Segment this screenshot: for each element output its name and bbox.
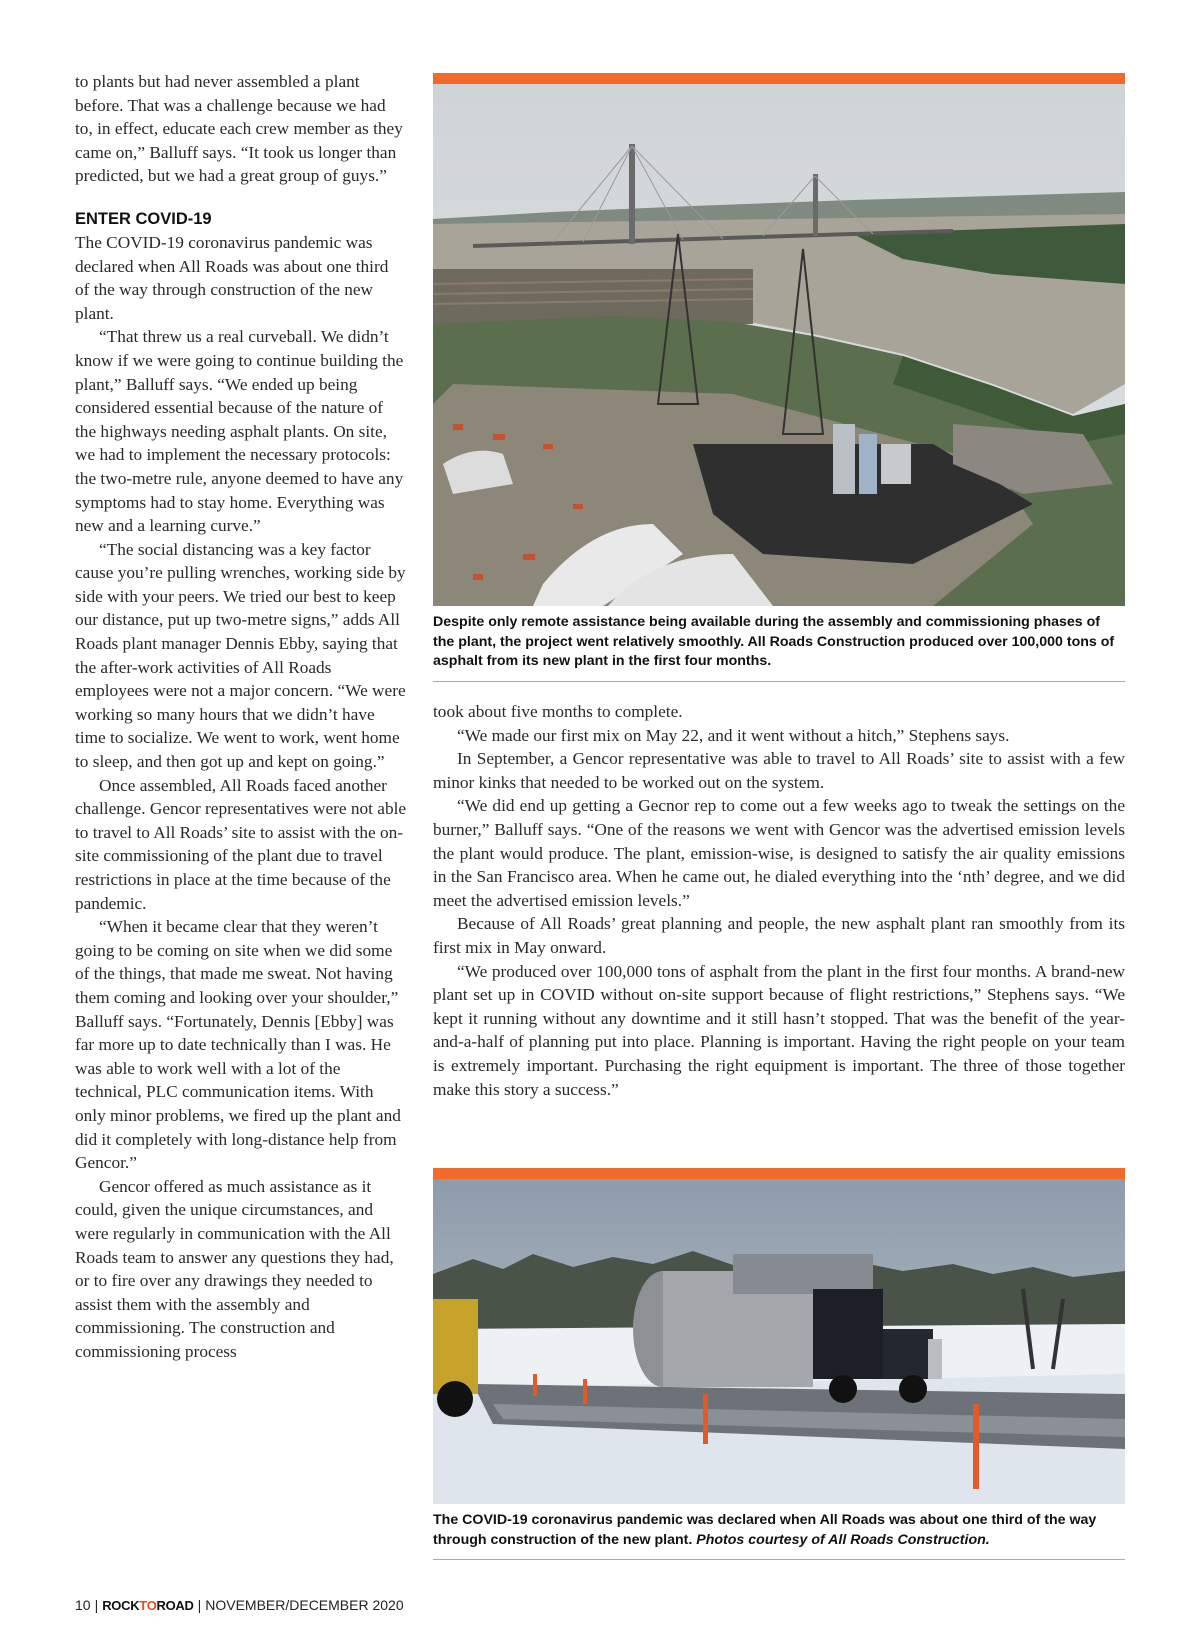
paragraph: took about five months to complete. bbox=[433, 702, 683, 721]
logo-part: ROCK bbox=[102, 1597, 140, 1613]
logo-part: TO bbox=[139, 1597, 157, 1613]
logo-part: ROAD bbox=[156, 1597, 194, 1613]
left-column bbox=[75, 70, 407, 1363]
paragraph: to plants but had never assembled a plant before. That was a challenge because we had to, in effect, educate each crew member as they came on,” Balluff says. “It took us longer than predicted, but we had a great group of guys.” bbox=[75, 72, 403, 186]
paragraph: “When it became clear that they weren’t going to be coming on site when we did some of the things, that made me sweat. Not having them coming and looking over your shoulder,” Balluff says. “Fortunately, Dennis [Ebby] was far more up to date technically than I was. He was able to work well with a lot of the technical, PLC communication items. With only minor problems, we fired up the plant and did it completely with long-distance help from Gencor.” bbox=[75, 917, 401, 1173]
paragraph: “We made our first mix on May 22, and it went without a hitch,” Stephens says. bbox=[457, 725, 1010, 745]
paragraph: Once assembled, All Roads faced another challenge. Gencor representatives were not able to travel to All Roads’ site to assist with the on-site commissioning of the plant due to travel restrictions in place at the time because of the pandemic. bbox=[75, 775, 407, 913]
paragraph: The COVID-19 coronavirus pandemic was declared when All Roads was about one third of the way through construction of the new plant. bbox=[75, 232, 389, 323]
divider: | bbox=[197, 1597, 202, 1613]
snow-site-photo bbox=[433, 1179, 1125, 1504]
paragraph: “The social distancing was a key factor cause you’re pulling wrenches, working side by side with your peers. We tried our best to keep our distance, put up two-metre signs,” adds All Roads plant manager Dennis Ebby, saying that the after-work activities of All Roads employees were not a major concern. “We were working so many hours that we didn’t have time to socialize. We went to work, went home to sleep, and then got up and kept on going.” bbox=[75, 539, 406, 772]
magazine-logo bbox=[102, 1598, 193, 1613]
page-footer bbox=[75, 1597, 404, 1613]
section-heading: ENTER COVID-19 bbox=[75, 209, 212, 228]
paragraph: “We produced over 100,000 tons of asphalt from the plant in the first four months. A brand-new plant set up in COVID without on-site support because of flight restrictions,” Stephens says. “We kept it running without any downtime and it still hasn’t stopped. That was the benefit of the year-and-a-half of planning put into place. Planning is important. Having the right people on your team is extremely important. Purchasing the right equipment is important. The three of those together make this story a success.” bbox=[433, 961, 1125, 1099]
right-column-text bbox=[433, 700, 1125, 1101]
bottom-photo-block bbox=[433, 1168, 1125, 1560]
issue-date: NOVEMBER/DECEMBER 2020 bbox=[205, 1597, 404, 1613]
paragraph: Gencor offered as much assistance as it could, given the unique circumstances, and were regularly in communication with the All Roads team to answer any questions they had, or to fire over any drawings they needed to assist them with the assembly and commissioning. The construction and commissioning process bbox=[75, 1176, 394, 1361]
paragraph: “We did end up getting a Gecnor rep to come out a few weeks ago to tweak the settings on the burner,” Balluff says. “One of the reasons we went with Gencor was the advertised emission levels the plant would produce. The plant, emission-wise, is designed to satisfy the air quality emissions in the San Francisco area. When he came out, he dialed everything into the ‘nth’ degree, and we did meet the advertised emission levels.” bbox=[433, 796, 1125, 910]
top-photo-block bbox=[433, 73, 1125, 682]
paragraph: “That threw us a real curveball. We didn’t know if we were going to continue building the plant,” Balluff says. “We ended up being considered essential because of the nature of the highways needing asphalt plants. On site, we had to implement the necessary protocols: the two-metre rule, anyone deemed to have any symptoms had to stay home. Everything was new and a learning curve.” bbox=[75, 327, 404, 536]
paragraph: Because of All Roads’ great planning and people, the new asphalt plant ran smoothly from its first mix in May onward. bbox=[433, 914, 1125, 957]
accent-bar bbox=[433, 73, 1125, 84]
photo-caption bbox=[433, 1504, 1125, 1560]
divider: | bbox=[94, 1597, 99, 1613]
aerial-plant-photo bbox=[433, 84, 1125, 606]
caption-text: The COVID-19 coronavirus pandemic was declared when All Roads was about one third of the way through construction of the new plant. bbox=[433, 1512, 1097, 1548]
photo-credit: Photos courtesy of All Roads Construction. bbox=[696, 1531, 990, 1548]
paragraph: In September, a Gencor representative was able to travel to All Roads’ site to assist with a few minor kinks that needed to be worked out on the system. bbox=[433, 749, 1125, 792]
photo-caption: Despite only remote assistance being available during the assembly and commissioning phases of the plant, the project went relatively smoothly. All Roads Construction produced over 100,000 tons of asphalt from its new plant in the first four months. bbox=[433, 606, 1125, 682]
page-number: 10 bbox=[75, 1597, 91, 1613]
accent-bar bbox=[433, 1168, 1125, 1179]
